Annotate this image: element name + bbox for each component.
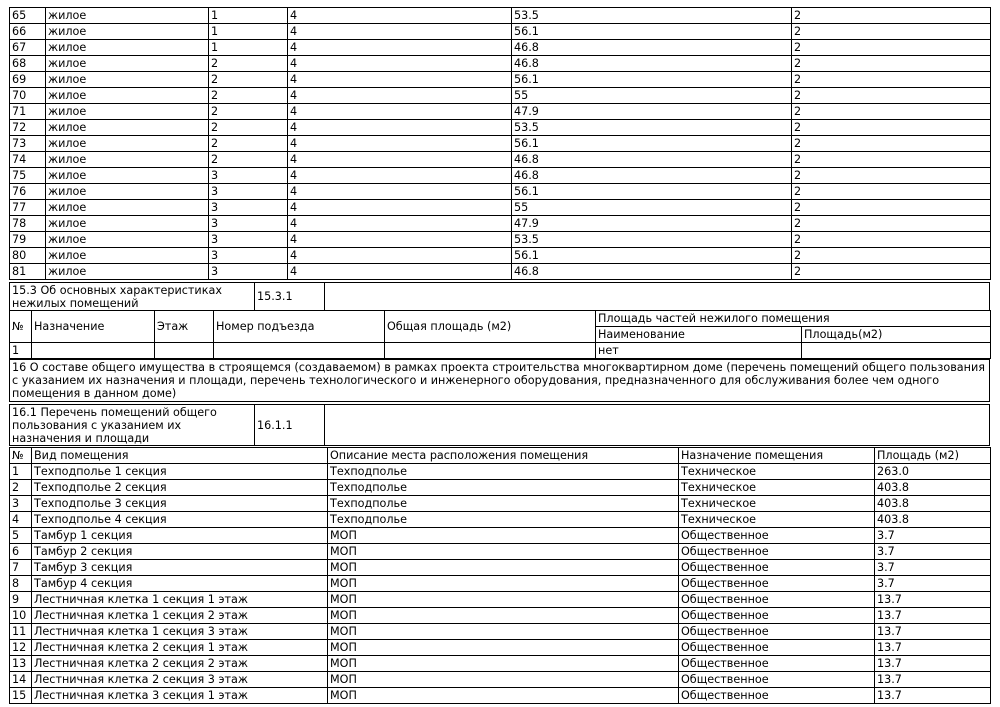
residential-cell: 53.5 [512, 8, 792, 24]
common-premises-cell: 12 [10, 640, 32, 656]
residential-cell: 3 [209, 184, 288, 200]
residential-cell: 75 [10, 168, 46, 184]
residential-cell: 53.5 [512, 120, 792, 136]
common-premises-cell: Техническое [679, 464, 875, 480]
common-premises-cell: Общественное [679, 544, 875, 560]
common-premises-cell: Лестничная клетка 1 секция 3 этаж [32, 624, 328, 640]
common-premises-row [10, 608, 991, 624]
common-premises-cell: 6 [10, 544, 32, 560]
common-premises-cell: МОП [328, 672, 679, 688]
common-premises-cell: Техподполье [328, 480, 679, 496]
residential-cell: 2 [792, 200, 991, 216]
residential-cell: жилое [46, 264, 209, 280]
residential-row [10, 248, 991, 264]
residential-cell: 4 [288, 120, 512, 136]
residential-cell: 4 [288, 264, 512, 280]
residential-cell: 4 [288, 248, 512, 264]
residential-cell: 2 [792, 104, 991, 120]
common-premises-cell: 2 [10, 480, 32, 496]
common-premises-cell: 3 [10, 496, 32, 512]
residential-cell: 3 [209, 232, 288, 248]
common-premises-cell: Лестничная клетка 2 секция 1 этаж [32, 640, 328, 656]
common-premises-cell: Техподполье 4 секция [32, 512, 328, 528]
residential-cell: 56.1 [512, 136, 792, 152]
residential-cell: жилое [46, 104, 209, 120]
common-premises-cell: 3.7 [875, 528, 991, 544]
residential-row [10, 168, 991, 184]
residential-cell: 47.9 [512, 216, 792, 232]
residential-cell: 2 [792, 264, 991, 280]
common-premises-row [10, 512, 991, 528]
column-header: № [10, 448, 32, 464]
residential-cell: 4 [288, 136, 512, 152]
residential-cell: 46.8 [512, 168, 792, 184]
residential-cell: жилое [46, 152, 209, 168]
residential-cell: 2 [792, 232, 991, 248]
residential-cell: 4 [288, 72, 512, 88]
residential-row [10, 200, 991, 216]
residential-cell: жилое [46, 72, 209, 88]
residential-cell: 79 [10, 232, 46, 248]
common-premises-cell: 4 [10, 512, 32, 528]
residential-row [10, 264, 991, 280]
common-premises-cell: 3.7 [875, 576, 991, 592]
residential-cell: 2 [792, 248, 991, 264]
residential-cell: 3 [209, 216, 288, 232]
residential-cell: 4 [288, 232, 512, 248]
row-purpose [32, 343, 155, 359]
common-premises-cell: Общественное [679, 592, 875, 608]
residential-cell: 3 [209, 248, 288, 264]
residential-row [10, 184, 991, 200]
residential-cell: 2 [792, 8, 991, 24]
residential-cell: 56.1 [512, 184, 792, 200]
header-part-area: Площадь(м2) [802, 327, 991, 343]
common-premises-row [10, 576, 991, 592]
common-premises-cell: МОП [328, 608, 679, 624]
header-part-name: Наименование [596, 327, 802, 343]
section-15-3-title: 15.3 Об основных характеристиках нежилых помещений [10, 283, 255, 311]
residential-cell: жилое [46, 216, 209, 232]
common-premises-cell: Лестничная клетка 1 секция 2 этаж [32, 608, 328, 624]
common-premises-cell: Общественное [679, 576, 875, 592]
common-premises-row [10, 496, 991, 512]
section-16-1-header [9, 404, 990, 446]
section-15-3-header [9, 282, 990, 311]
residential-cell: 80 [10, 248, 46, 264]
common-premises-cell: Техподполье [328, 512, 679, 528]
common-premises-cell: Техподполье 1 секция [32, 464, 328, 480]
residential-cell: жилое [46, 40, 209, 56]
residential-cell: жилое [46, 8, 209, 24]
common-premises-cell: Общественное [679, 608, 875, 624]
residential-cell: 46.8 [512, 264, 792, 280]
common-premises-cell: Техническое [679, 512, 875, 528]
residential-cell: 74 [10, 152, 46, 168]
residential-cell: 4 [288, 104, 512, 120]
residential-cell: 71 [10, 104, 46, 120]
common-premises-cell: Общественное [679, 688, 875, 704]
residential-cell: жилое [46, 120, 209, 136]
residential-cell: 2 [209, 72, 288, 88]
section-16-1-title: 16.1 Перечень помещений общего пользования с указанием их назначения и площади [10, 405, 255, 446]
residential-cell: жилое [46, 136, 209, 152]
row-part-name: нет [596, 343, 802, 359]
common-premises-cell: МОП [328, 528, 679, 544]
residential-cell: жилое [46, 248, 209, 264]
common-premises-row [10, 592, 991, 608]
section-16-1-code: 16.1.1 [255, 405, 325, 446]
residential-cell: 56.1 [512, 72, 792, 88]
common-premises-cell: МОП [328, 576, 679, 592]
residential-cell: 3 [209, 168, 288, 184]
common-premises-cell: Техподполье 3 секция [32, 496, 328, 512]
residential-cell: 1 [209, 24, 288, 40]
common-premises-cell: Общественное [679, 656, 875, 672]
empty-cell [325, 405, 990, 446]
common-premises-cell: Общественное [679, 560, 875, 576]
common-premises-cell: 13.7 [875, 640, 991, 656]
residential-cell: 2 [792, 56, 991, 72]
residential-cell: 2 [792, 120, 991, 136]
residential-cell: 72 [10, 120, 46, 136]
residential-cell: 2 [209, 56, 288, 72]
column-header: Назначение помещения [679, 448, 875, 464]
residential-cell: 56.1 [512, 248, 792, 264]
residential-cell: 46.8 [512, 40, 792, 56]
residential-cell: 2 [209, 120, 288, 136]
residential-cell: 4 [288, 56, 512, 72]
row-floor [155, 343, 214, 359]
residential-row [10, 56, 991, 72]
residential-row [10, 8, 991, 24]
residential-cell: 77 [10, 200, 46, 216]
common-premises-cell: 403.8 [875, 480, 991, 496]
residential-cell: 4 [288, 88, 512, 104]
residential-cell: жилое [46, 200, 209, 216]
common-premises-cell: Общественное [679, 528, 875, 544]
common-premises-cell: 13.7 [875, 688, 991, 704]
common-premises-row [10, 624, 991, 640]
residential-row [10, 72, 991, 88]
header-purpose: Назначение [32, 311, 155, 343]
residential-cell: 69 [10, 72, 46, 88]
header-entrance: Номер подъезда [214, 311, 385, 343]
common-premises-cell: Техподполье [328, 496, 679, 512]
common-premises-row [10, 480, 991, 496]
residential-cell: 3 [209, 264, 288, 280]
common-premises-cell: Тамбур 2 секция [32, 544, 328, 560]
residential-cell: 4 [288, 24, 512, 40]
residential-cell: 66 [10, 24, 46, 40]
common-premises-row [10, 464, 991, 480]
residential-cell: 46.8 [512, 152, 792, 168]
common-premises-row [10, 640, 991, 656]
common-premises-cell: Тамбур 3 секция [32, 560, 328, 576]
residential-cell: жилое [46, 56, 209, 72]
residential-row [10, 216, 991, 232]
residential-units-table [9, 7, 991, 280]
common-premises-cell: 403.8 [875, 512, 991, 528]
residential-cell: 68 [10, 56, 46, 72]
common-premises-row [10, 656, 991, 672]
section-16-block [9, 359, 990, 402]
residential-cell: 2 [792, 72, 991, 88]
common-premises-cell: 13.7 [875, 656, 991, 672]
row-area [385, 343, 596, 359]
common-premises-cell: МОП [328, 592, 679, 608]
common-premises-cell: 8 [10, 576, 32, 592]
residential-cell: 2 [792, 40, 991, 56]
header-num: № [10, 311, 32, 343]
residential-cell: 4 [288, 8, 512, 24]
header-parts: Площадь частей нежилого помещения [596, 311, 991, 327]
residential-cell: 3 [209, 200, 288, 216]
residential-row [10, 152, 991, 168]
residential-cell: жилое [46, 184, 209, 200]
common-premises-cell: Тамбур 4 секция [32, 576, 328, 592]
common-premises-row [10, 688, 991, 704]
column-header: Площадь (м2) [875, 448, 991, 464]
common-premises-cell: 14 [10, 672, 32, 688]
residential-cell: 55 [512, 200, 792, 216]
common-premises-cell: 13.7 [875, 592, 991, 608]
residential-cell: 4 [288, 200, 512, 216]
row-part-area [802, 343, 991, 359]
residential-cell: 55 [512, 88, 792, 104]
common-premises-cell: МОП [328, 688, 679, 704]
residential-cell: 2 [792, 216, 991, 232]
common-premises-body [10, 448, 991, 704]
common-premises-cell: 11 [10, 624, 32, 640]
common-premises-cell: Тамбур 1 секция [32, 528, 328, 544]
common-premises-cell: МОП [328, 656, 679, 672]
row-entrance [214, 343, 385, 359]
common-premises-cell: МОП [328, 624, 679, 640]
common-premises-cell: Лестничная клетка 2 секция 3 этаж [32, 672, 328, 688]
residential-cell: жилое [46, 232, 209, 248]
residential-cell: 76 [10, 184, 46, 200]
residential-cell: 4 [288, 40, 512, 56]
residential-cell: 2 [209, 136, 288, 152]
common-premises-cell: 403.8 [875, 496, 991, 512]
residential-row [10, 232, 991, 248]
residential-row [10, 104, 991, 120]
empty-cell [325, 283, 990, 311]
common-premises-row [10, 560, 991, 576]
residential-cell: 2 [792, 152, 991, 168]
common-premises-cell: 3.7 [875, 560, 991, 576]
common-premises-cell: Общественное [679, 672, 875, 688]
residential-cell: 2 [209, 152, 288, 168]
residential-cell: 2 [792, 168, 991, 184]
common-premises-cell: 13 [10, 656, 32, 672]
common-premises-cell: 5 [10, 528, 32, 544]
column-header: Описание места расположения помещения [328, 448, 679, 464]
common-premises-row [10, 672, 991, 688]
residential-cell: 2 [792, 136, 991, 152]
residential-cell: 2 [792, 24, 991, 40]
common-premises-cell: Лестничная клетка 3 секция 1 этаж [32, 688, 328, 704]
residential-row [10, 120, 991, 136]
common-premises-cell: МОП [328, 640, 679, 656]
common-premises-header-row [10, 448, 991, 464]
common-premises-cell: 13.7 [875, 608, 991, 624]
residential-cell: жилое [46, 24, 209, 40]
common-premises-cell: 263.0 [875, 464, 991, 480]
residential-cell: 2 [209, 88, 288, 104]
residential-cell: 73 [10, 136, 46, 152]
residential-cell: 4 [288, 168, 512, 184]
common-premises-cell: 10 [10, 608, 32, 624]
residential-cell: 1 [209, 40, 288, 56]
header-area: Общая площадь (м2) [385, 311, 596, 343]
residential-cell: 4 [288, 184, 512, 200]
common-premises-cell: 15 [10, 688, 32, 704]
common-premises-cell: 1 [10, 464, 32, 480]
residential-cell: 56.1 [512, 24, 792, 40]
common-premises-cell: 3.7 [875, 544, 991, 560]
section-15-3-code: 15.3.1 [255, 283, 325, 311]
header-floor: Этаж [155, 311, 214, 343]
common-premises-cell: Лестничная клетка 1 секция 1 этаж [32, 592, 328, 608]
column-header: Вид помещения [32, 448, 328, 464]
common-premises-cell: Общественное [679, 624, 875, 640]
common-premises-row [10, 544, 991, 560]
residential-row [10, 40, 991, 56]
residential-cell: 70 [10, 88, 46, 104]
residential-units-body [10, 8, 991, 280]
residential-cell: 53.5 [512, 232, 792, 248]
residential-cell: 46.8 [512, 56, 792, 72]
common-premises-cell: Общественное [679, 640, 875, 656]
common-premises-cell: Техническое [679, 480, 875, 496]
residential-cell: 47.9 [512, 104, 792, 120]
common-premises-row [10, 528, 991, 544]
common-premises-cell: 13.7 [875, 672, 991, 688]
residential-cell: 78 [10, 216, 46, 232]
common-premises-table [9, 447, 991, 704]
common-premises-cell: МОП [328, 560, 679, 576]
residential-cell: жилое [46, 88, 209, 104]
row-num: 1 [10, 343, 32, 359]
residential-cell: 2 [792, 88, 991, 104]
residential-row [10, 24, 991, 40]
residential-cell: 2 [209, 104, 288, 120]
residential-cell: 2 [792, 184, 991, 200]
residential-cell: 4 [288, 152, 512, 168]
section-16-text: 16 О составе общего имущества в строящемся (создаваемом) в рамках проекта строительства многоквартирном доме (перечень помещений общего пользования с указанием их назначения и площади, перечень технологического и инженерного оборудования, предназначенного для обслуживания более чем одного помещения в данном доме) [10, 360, 990, 402]
residential-cell: 4 [288, 216, 512, 232]
common-premises-cell: 7 [10, 560, 32, 576]
common-premises-cell: Техподполье [328, 464, 679, 480]
residential-cell: 67 [10, 40, 46, 56]
common-premises-cell: 9 [10, 592, 32, 608]
common-premises-cell: Техподполье 2 секция [32, 480, 328, 496]
nonresidential-table [9, 310, 991, 359]
residential-cell: жилое [46, 168, 209, 184]
residential-cell: 81 [10, 264, 46, 280]
residential-cell: 65 [10, 8, 46, 24]
residential-row [10, 88, 991, 104]
common-premises-cell: 13.7 [875, 624, 991, 640]
common-premises-cell: Техническое [679, 496, 875, 512]
residential-cell: 1 [209, 8, 288, 24]
common-premises-cell: Лестничная клетка 2 секция 2 этаж [32, 656, 328, 672]
common-premises-cell: МОП [328, 544, 679, 560]
residential-row [10, 136, 991, 152]
